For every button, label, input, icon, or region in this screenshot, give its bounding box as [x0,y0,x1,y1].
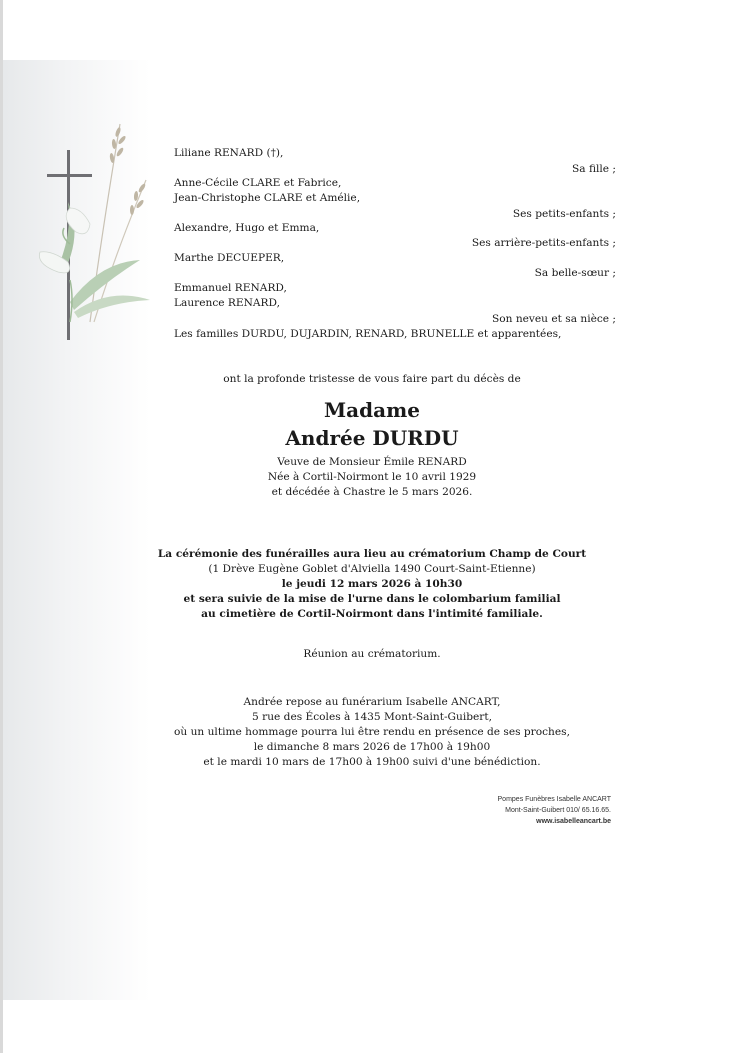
ceremony-line-3: le jeudi 12 mars 2026 à 10h30 [281,578,463,590]
funeral-home-website: www.isabelleancart.be [536,818,611,825]
family-names-5b: Laurence RENARD, [174,297,280,309]
families-line: Les familles DURDU, DUJARDIN, RENARD, BRUNELLE et apparentées, [174,328,562,340]
family-names-5a: Emmanuel RENARD, [174,282,287,294]
family-names-4: Marthe DECUEPER, [174,252,285,264]
family-relation-1: Sa fille ; [572,163,616,175]
deceased-title: Madame [324,398,420,422]
funeral-home-phone: Mont-Saint-Guibert 010/ 65.16.65. [505,807,611,814]
deceased-birth: Née à Cortil-Noirmont le 10 avril 1929 [267,471,477,483]
visitation-line-1: Andrée repose au funérarium Isabelle ANCART, [243,696,501,708]
family-names-2b: Jean-Christophe CLARE et Amélie, [174,192,361,204]
cross-lily-wheat-icon [30,112,160,344]
deceased-widow: Veuve de Monsieur Émile RENARD [277,456,467,468]
family-relation-3: Ses arrière-petits-enfants ; [471,237,616,249]
announce-line: ont la profonde tristesse de vous faire part du décès de [223,373,521,385]
family-relation-2: Ses petits-enfants ; [512,208,616,220]
visitation-line-2: 5 rue des Écoles à 1435 Mont-Saint-Guibert, [252,711,492,723]
visitation-line-4: le dimanche 8 mars 2026 de 17h00 à 19h00 [253,741,491,753]
visitation-line-5: et le mardi 10 mars de 17h00 à 19h00 suivi d'une bénédiction. [203,756,541,768]
deceased-name: Andrée DURDU [285,426,459,450]
ceremony-line-1: La cérémonie des funérailles aura lieu au crématorium Champ de Court [157,548,587,560]
family-names-2a: Anne-Cécile CLARE et Fabrice, [174,177,342,189]
visitation-line-3: où un ultime hommage pourra lui être rendu en présence de ses proches, [174,726,570,738]
ceremony-line-2: (1 Drève Eugène Goblet d'Alviella 1490 Court-Saint-Etienne) [208,563,536,575]
deceased-death: et décédée à Chastre le 5 mars 2026. [271,486,473,498]
family-relation-5: Son neveu et sa nièce ; [492,313,616,325]
family-relation-4: Sa belle-sœur ; [534,267,616,279]
funeral-home-name: Pompes Funèbres Isabelle ANCART [497,796,611,803]
ceremony-line-5: au cimetière de Cortil-Noirmont dans l'intimité familiale. [201,608,543,620]
ceremony-line-4: et sera suivie de la mise de l'urne dans le colombarium familial [183,593,561,605]
page-edge [0,0,3,1053]
family-names-3: Alexandre, Hugo et Emma, [174,222,320,234]
family-names-1: Liliane RENARD (†), [174,147,284,159]
reunion-line: Réunion au crématorium. [303,648,441,660]
